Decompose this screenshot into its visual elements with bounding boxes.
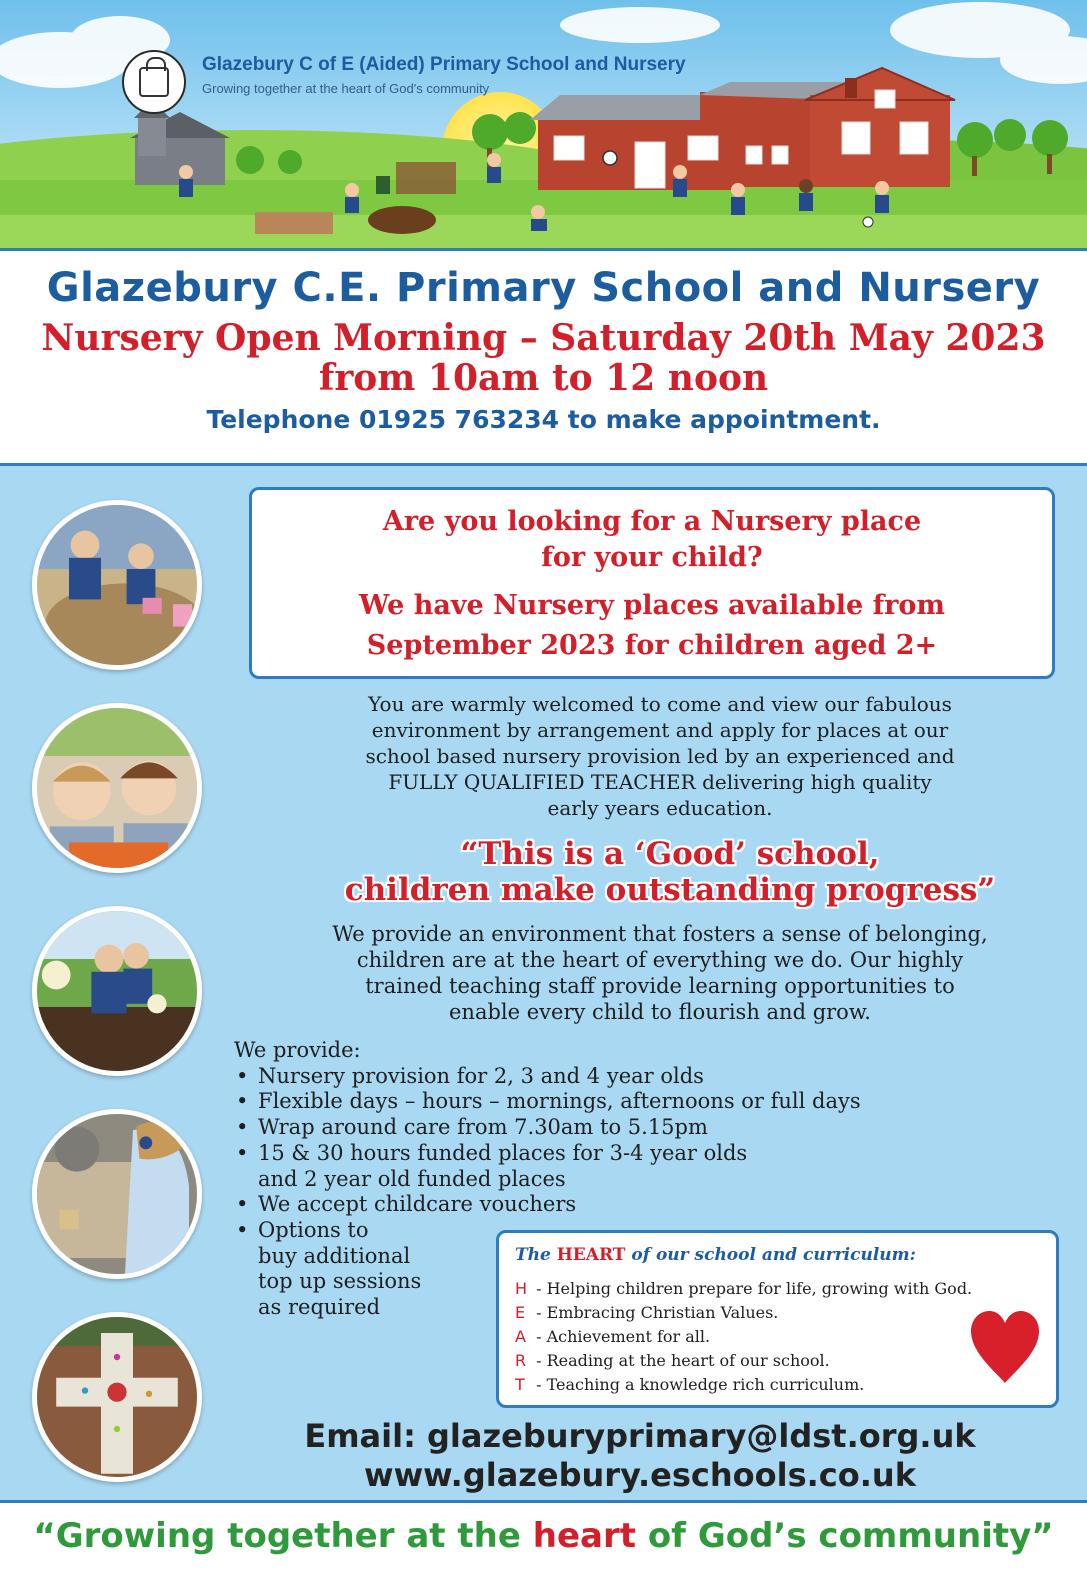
callout-question-line2: for your child? (541, 542, 763, 573)
open-morning-title: Nursery Open Morning – Saturday 20th May 2023 (41, 317, 1046, 359)
acrostic-letter: E (515, 1303, 526, 1322)
photo-water-tray (32, 1109, 202, 1279)
welcome-line: early years education. (547, 796, 773, 820)
list-item: • Options to (234, 1218, 994, 1244)
photo-cross-mosaic (32, 1312, 202, 1482)
list-item (515, 1325, 972, 1349)
ofsted-quote (260, 836, 1080, 908)
acrostic-text: - Achievement for all. (536, 1327, 711, 1346)
welcome-paragraph (300, 691, 1020, 821)
photo-sand-play (32, 500, 202, 670)
acrostic-letter: H (515, 1279, 528, 1298)
open-morning-time: from 10am to 12 noon (318, 357, 769, 399)
list-item (515, 1277, 972, 1301)
photo-gardening (32, 906, 202, 1076)
heart-acrostic-list (515, 1277, 972, 1397)
quote-line: “This is a ‘Good’ school, (460, 836, 880, 872)
school-title: Glazebury C.E. Primary School and Nursery (46, 265, 1041, 311)
email-address[interactable]: Email: glazeburyprimary@ldst.org.uk (304, 1417, 976, 1455)
heart-title-the: The (515, 1245, 551, 1265)
main-content (0, 466, 1087, 1500)
heart-curriculum-box (496, 1230, 1059, 1408)
footer-motto (0, 1500, 1087, 1583)
footer-motto-text (0, 1516, 1087, 1556)
acrostic-text: - Helping children prepare for life, growing with God. (536, 1279, 973, 1298)
school-illustration (0, 0, 1087, 248)
heart-title-heart: HEART (556, 1245, 626, 1265)
heart-box-title (515, 1245, 916, 1265)
welcome-line: FULLY QUALIFIED TEACHER delivering high quality (388, 770, 932, 794)
photo-reading (32, 703, 202, 873)
list-item: • Wrap around care from 7.30am to 5.15pm (234, 1115, 994, 1141)
heart-icon (967, 1307, 1043, 1387)
callout-answer-line2: September 2023 for children aged 2+ (366, 630, 938, 661)
welcome-line: You are warmly welcomed to come and view our fabulous (368, 692, 952, 716)
list-item: • We accept childcare vouchers (234, 1192, 994, 1218)
website-link[interactable]: www.glazebury.eschools.co.uk (364, 1456, 916, 1494)
acrostic-text: - Embracing Christian Values. (536, 1303, 779, 1322)
list-item-continuation: and 2 year old funded places (258, 1166, 566, 1191)
callout-answer-line1: We have Nursery places available from (359, 590, 945, 621)
list-item-continuation: top up sessions (258, 1269, 422, 1294)
list-item: • Nursery provision for 2, 3 and 4 year olds (234, 1064, 994, 1090)
telephone-line: Telephone 01925 763234 to make appointment. (206, 405, 881, 434)
environment-paragraph (290, 921, 1030, 1025)
list-item (515, 1373, 972, 1397)
quote-line: children make outstanding progress” (344, 872, 996, 908)
list-item-continuation: buy additional (258, 1243, 411, 1268)
acrostic-letter: A (515, 1327, 526, 1346)
footer-part3: of God’s community” (647, 1516, 1054, 1556)
we-provide-heading: We provide: (234, 1038, 361, 1062)
environment-line: children are at the heart of everything we do. Our highly (356, 948, 964, 972)
list-item-continuation: as required (258, 1295, 381, 1320)
acrostic-letter: T (515, 1375, 525, 1394)
list-item: • 15 & 30 hours funded places for 3-4 year olds (234, 1141, 994, 1167)
school-logo (122, 50, 186, 114)
callout-question-line1: Are you looking for a Nursery place (382, 506, 922, 537)
environment-line: We provide an environment that fosters a sense of belonging, (332, 922, 988, 946)
welcome-line: school based nursery provision led by an experienced and (365, 744, 955, 768)
banner-school-name: Glazebury C of E (Aided) Primary School and Nursery (202, 54, 686, 75)
footer-part1: “Growing together at the (33, 1516, 521, 1556)
contact-block (250, 1416, 1030, 1494)
footer-heart-word: heart (532, 1516, 636, 1556)
nursery-place-callout (249, 487, 1055, 679)
environment-line: enable every child to flourish and grow. (449, 1000, 871, 1024)
list-item: • Flexible days – hours – mornings, afternoons or full days (234, 1089, 994, 1115)
banner-motto: Growing together at the heart of God's community (202, 81, 490, 96)
welcome-line: environment by arrangement and apply for places at our (371, 718, 949, 742)
list-item (515, 1301, 972, 1325)
heart-title-rest: of our school and curriculum: (631, 1245, 916, 1265)
list-item (515, 1349, 972, 1373)
environment-line: trained teaching staff provide learning opportunities to (365, 974, 955, 998)
church-logo-icon (139, 67, 169, 97)
header-banner (0, 0, 1087, 248)
heading-block (0, 248, 1087, 466)
acrostic-text: - Teaching a knowledge rich curriculum. (536, 1375, 865, 1394)
acrostic-text: - Reading at the heart of our school. (536, 1351, 830, 1370)
acrostic-letter: R (515, 1351, 527, 1370)
